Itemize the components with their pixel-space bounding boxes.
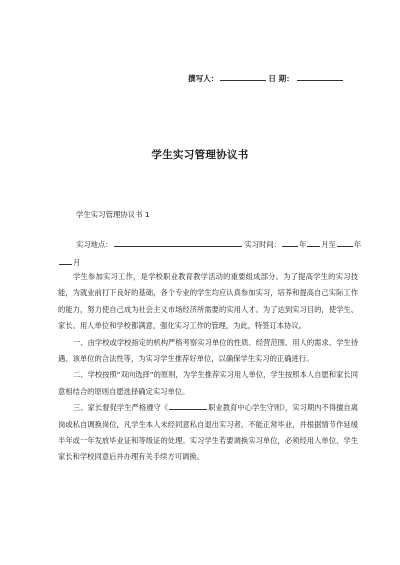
author-blank: [220, 73, 266, 81]
document-title: 学生实习管理协议书: [151, 149, 249, 161]
end-month-blank: [59, 256, 72, 265]
author-label: 撰写人：: [188, 74, 219, 83]
clause-3-paragraph: [58, 400, 358, 466]
place-blank: [114, 238, 242, 247]
body-text: [58, 269, 358, 466]
clause-1-paragraph: 一、由学校或学校指定的机构严格考察实习单位的性质、经营范围、用人的需求、学生待遇、该单位的合法性等，为实习学生推荐好单位，以确保学生实习的正确进行。: [58, 337, 358, 364]
clause-3-text-b: 职业教育中心学生守则》，实习期内不得擅自离岗或私自调换岗位，凡学生本人未经同意私自退出实习者，不能正常毕业，并根据情节作延缓半年或一年发放毕业证和等级证的处理。实习学生若要调换实习单位，必须经用人单位、学生家长和学校同意后并办理有关手续方可调换。: [58, 403, 358, 462]
time-label: 实习时间：: [244, 240, 281, 249]
place-time-line: [76, 238, 361, 250]
start-year-blank: [282, 238, 298, 247]
clause-2-paragraph: 二、学校按照“双向选择”的原则，为学生推荐实习用人单位，学生按照本人自愿和家长同意相结合的原则自愿选择确定实习单位。: [58, 370, 358, 396]
end-month-line: [58, 256, 80, 268]
intro-paragraph: 学生参加实习工作，是学校职业教育教学活动的重要组成部分。为了提高学生的实习技能，为就业前打下良好的基础，各个专业的学生均应认真参加实习，培养和提高自己实际工作的能力，努力使自己成为社会主义市场经济所需要的实用人才。为了达到实习目的，使学生、家长、用人单位和学校都满意，强化实习工作的管理，为此，特签订本协议。: [58, 272, 358, 331]
clause-3-text-a: 三、家长督促学生严格遵守《: [73, 403, 169, 413]
start-month-unit: 月: [321, 240, 329, 249]
start-year-unit: 年: [298, 240, 307, 249]
date-label: 日 期：: [268, 74, 294, 83]
author-date-line: [188, 73, 343, 84]
place-label: 实习地点：: [76, 240, 113, 249]
end-year-blank: [337, 238, 353, 247]
end-year-unit: 年: [353, 240, 362, 249]
end-month-unit: 月: [73, 258, 81, 267]
school-name-blank: [169, 401, 207, 410]
start-month-blank: [307, 238, 320, 247]
to-label: 至: [328, 240, 336, 249]
document-subtitle: 学生实习管理协议书 1: [76, 210, 150, 219]
date-blank: [297, 73, 343, 81]
